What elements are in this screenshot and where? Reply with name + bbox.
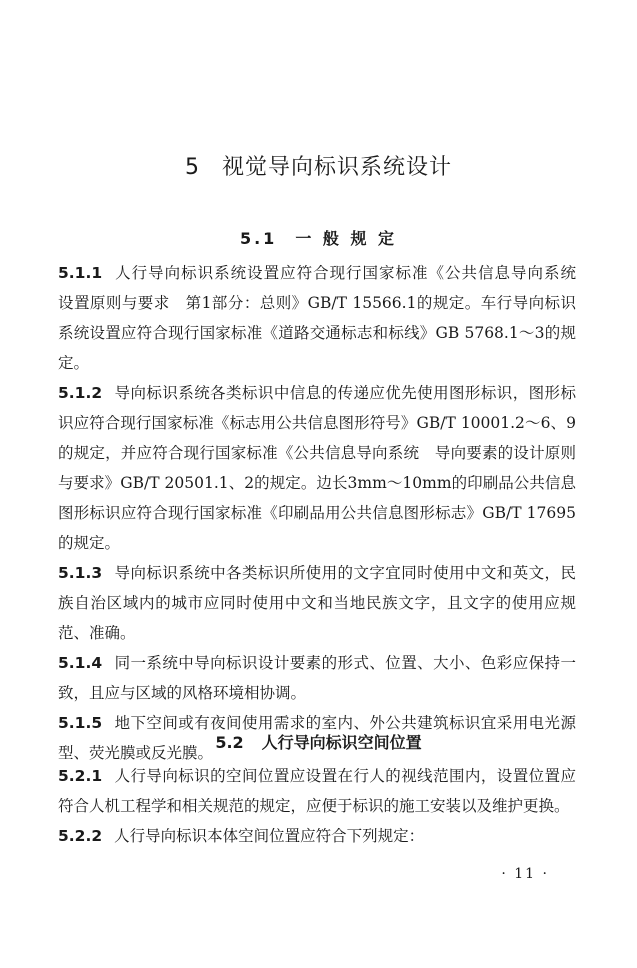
clause-number: 5.1.2 [58, 384, 103, 402]
clause-number: 5.2.1 [58, 767, 103, 785]
clause-text: 地下空间或有夜间使用需求的室内、外公共建筑标识宜采用电光源型、荧光膜或反光膜。 [58, 714, 576, 762]
clause-text: 人行导向标识本体空间位置应符合下列规定： [114, 827, 425, 845]
clause-number: 5.2.2 [58, 827, 103, 845]
clause-5-1-3 [58, 558, 576, 648]
clause-5-1-2 [58, 378, 576, 558]
clause-5-2-1 [58, 761, 576, 821]
section-5-1-title [0, 226, 637, 249]
chapter-number: 5 [184, 155, 200, 180]
clause-number: 5.1.1 [58, 264, 103, 282]
section-5-2-title [0, 730, 637, 753]
clause-text: 人行导向标识系统设置应符合现行国家标准《公共信息导向系统 设置原则与要求 第1部分：总则》GB/T 15566.1的规定。车行导向标识系统设置应符合现行国家标准《道路交通标志和标线》GB 5768.1～3的规定。 [58, 264, 592, 372]
section-5-1-clauses [58, 258, 592, 768]
clause-number: 5.1.5 [58, 714, 103, 732]
clause-text: 导向标识系统中各类标识所使用的文字宜同时使用中文和英文，民族自治区域内的城市应同时使用中文和当地民族文字，且文字的使用应规范、准确。 [58, 564, 576, 642]
section-5-2-title-text: 人行导向标识空间位置 [261, 733, 422, 752]
clause-text: 导向标识系统各类标识中信息的传递应优先使用图形标识，图形标识应符合现行国家标准《标志用公共信息图形符号》GB/T 10001.2～6、9的规定，并应符合现行国家标准《公共信息导向系统 导向要素的设计原则与要求》GB/T 20501.1、2的规定。边长3mm～10mm的印刷品公共信息图形标识应符合现行国家标准《印刷品用公共信息图形标志》GB/T 17695的规定。 [58, 384, 576, 552]
clause-text: 同一系统中导向标识设计要素的形式、位置、大小、色彩应保持一致，且应与区域的风格环境相协调。 [58, 654, 576, 702]
section-5-1-title-text: 一 般 规 定 [295, 229, 398, 248]
clause-number: 5.1.3 [58, 564, 103, 582]
page-number: · 11 · [501, 866, 549, 882]
clause-text: 人行导向标识的空间位置应设置在行人的视线范围内，设置位置应符合人机工程学和相关规范的规定，应便于标识的施工安装以及维护更换。 [58, 767, 576, 815]
section-5-2-clauses [58, 761, 576, 851]
section-5-2-number: 5.2 [215, 733, 244, 752]
chapter-title-text: 视觉导向标识系统设计 [221, 155, 452, 180]
clause-5-1-4 [58, 648, 576, 708]
clause-5-2-2 [58, 821, 576, 851]
section-5-1-number: 5.1 [239, 229, 278, 248]
chapter-title [0, 150, 637, 181]
clause-number: 5.1.4 [58, 654, 103, 672]
clause-5-1-1 [58, 258, 592, 378]
